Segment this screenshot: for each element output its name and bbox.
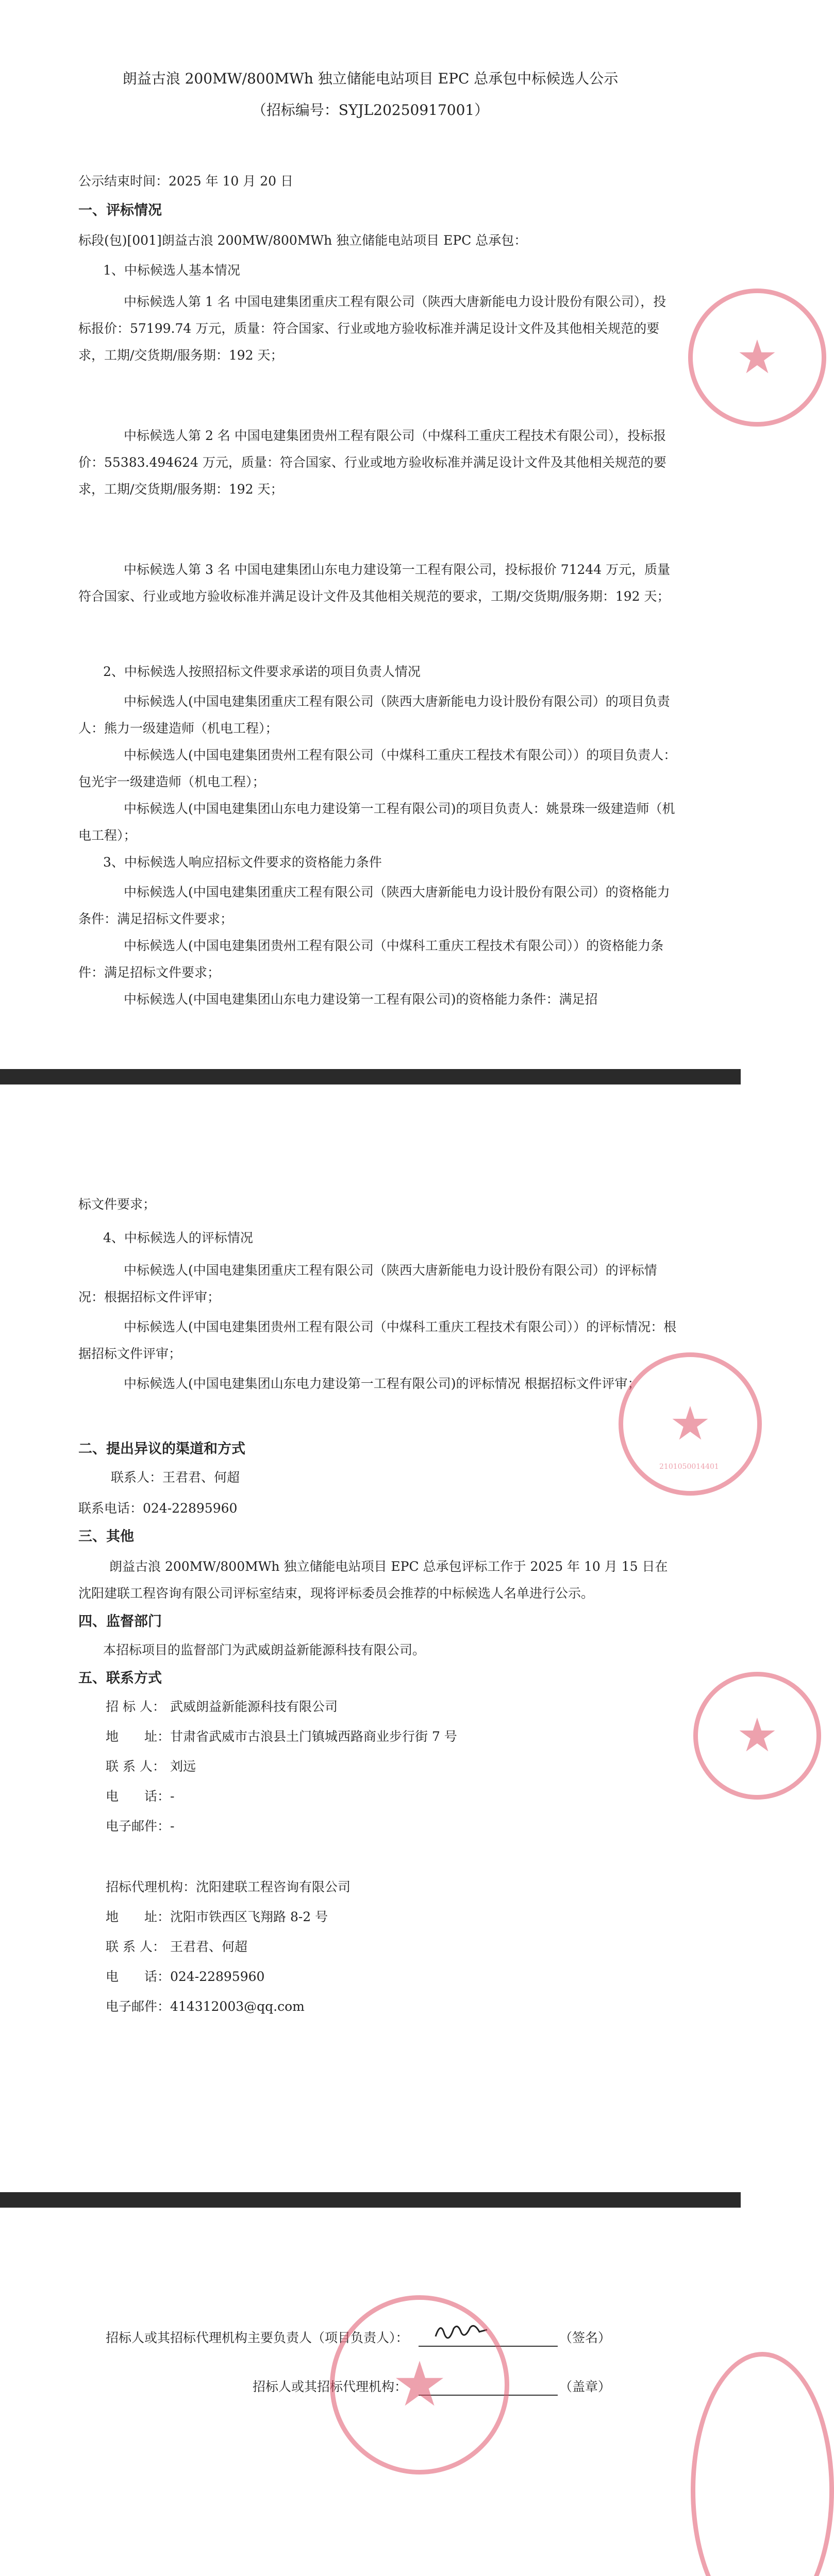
section-2-heading: 二、提出异议的渠道和方式 [78, 1441, 245, 1457]
agency-label: 招标代理机构： [106, 1879, 196, 1894]
objection-contacts: 联系人：王君君、何超 [111, 1470, 240, 1485]
evaluation-3: 中标候选人(中国电建集团山东电力建设第一工程有限公司)的评标情况 根据招标文件评审； [124, 1376, 641, 1391]
tenderer-contact-label: 联 系 人： [106, 1759, 165, 1774]
project-manager-3: 中标候选人(中国电建集团山东电力建设第一工程有限公司)的项目负责人：姚景珠一级建造师（机电工程）； [78, 801, 675, 843]
agency-email: 414312003@qq.com [170, 1999, 305, 2014]
company-seal-partial [691, 2352, 834, 2576]
company-seal-partial [688, 289, 826, 427]
signature-line-label: 招标人或其招标代理机构主要负责人（项目负责人）： [106, 2330, 409, 2345]
objection-phone: 联系电话：024-22895960 [78, 1501, 238, 1516]
candidate-2: 中标候选人第 2 名 中国电建集团贵州工程有限公司（中煤科工重庆工程技术有限公司），投标报价：55383.494624 万元，质量：符合国家、行业或地方验收标准并满足设计文件及其他相关规范的要求，工期/交货期/服务期：192 天； [78, 428, 666, 497]
document-page-3 [0, 2208, 741, 2576]
agency-phone-label: 电 话： [106, 1969, 171, 1984]
tenderer-label: 招 标 人： [106, 1699, 165, 1714]
company-seal-partial [693, 1672, 821, 1800]
lot-line: 标段(包)[001]朗益古浪 200MW/800MWh 独立储能电站项目 EPC 总承包： [78, 233, 527, 248]
tenderer-contact: 刘远 [170, 1759, 196, 1774]
subsection-4: 4、中标候选人的评标情况 [103, 1230, 253, 1245]
seal-star-icon: ★ [669, 1397, 711, 1451]
project-manager-1: 中标候选人(中国电建集团重庆工程有限公司（陕西大唐新能电力设计股份有限公司）的项目负责人：熊力一级建造师（机电工程）； [78, 694, 670, 736]
document-title: 朗益古浪 200MW/800MWh 独立储能电站项目 EPC 总承包中标候选人公示 [122, 70, 619, 87]
agency-seal [619, 1352, 762, 1496]
agency-name: 沈阳建联工程咨询有限公司 [196, 1879, 351, 1894]
evaluation-2: 中标候选人(中国电建集团贵州工程有限公司（中煤科工重庆工程技术有限公司））的评标情况：根据招标文件评审； [78, 1319, 677, 1361]
qualification-3-end: 标文件要求； [78, 1197, 156, 1212]
agency-seal [330, 2295, 509, 2475]
section-5-heading: 五、联系方式 [78, 1670, 162, 1686]
section-4-heading: 四、监督部门 [78, 1614, 162, 1630]
agency-contact: 王君君、何超 [170, 1939, 248, 1954]
tenderer-address: 甘肃省武威市古浪县土门镇城西路商业步行街 7 号 [170, 1729, 457, 1744]
qualification-1: 中标候选人(中国电建集团重庆工程有限公司（陕西大唐新能电力设计股份有限公司）的资格能力条件：满足招标文件要求； [78, 885, 670, 926]
qualification-3-start: 中标候选人(中国电建集团山东电力建设第一工程有限公司)的资格能力条件：满足招 [124, 992, 598, 1007]
candidate-3: 中标候选人第 3 名 中国电建集团山东电力建设第一工程有限公司，投标报价 71244 万元，质量 符合国家、行业或地方验收标准并满足设计文件及其他相关规范的要求，工期/交货期/服务期：192 天； [78, 562, 671, 604]
stamp-suffix: （盖章） [559, 2379, 611, 2394]
seal-star-icon: ★ [736, 1708, 778, 1762]
subsection-2: 2、中标候选人按照招标文件要求承诺的项目负责人情况 [103, 664, 421, 679]
agency-phone: 024-22895960 [170, 1969, 265, 1984]
stamp-line-label: 招标人或其招标代理机构： [253, 2379, 408, 2394]
section-1-heading: 一、评标情况 [78, 202, 162, 218]
tenderer-address-label: 地 址： [106, 1729, 171, 1744]
page-separator [0, 1069, 741, 1084]
agency-email-label: 电子邮件： [106, 1999, 171, 2014]
section-3-heading: 三、其他 [78, 1529, 134, 1545]
qualification-2: 中标候选人(中国电建集团贵州工程有限公司（中煤科工重庆工程技术有限公司））的资格能力条件：满足招标文件要求； [78, 938, 664, 980]
tenderer-email-label: 电子邮件： [106, 1819, 171, 1834]
page-separator [0, 2192, 741, 2208]
agency-contact-label: 联 系 人： [106, 1939, 165, 1954]
seal-star-icon: ★ [736, 330, 778, 384]
supervisor-info: 本招标项目的监督部门为武威朗益新能源科技有限公司。 [103, 1642, 426, 1657]
subsection-3: 3、中标候选人响应招标文件要求的资格能力条件 [103, 855, 382, 870]
signature-suffix: （签名） [559, 2330, 611, 2345]
seal-number: 2101050014401 [659, 1463, 719, 1471]
evaluation-1: 中标候选人(中国电建集团重庆工程有限公司（陕西大唐新能电力设计股份有限公司）的评标情况：根据招标文件评审； [78, 1263, 657, 1304]
other-info: 朗益古浪 200MW/800MWh 独立储能电站项目 EPC 总承包评标工作于 2025 年 10 月 15 日在沈阳建联工程咨询有限公司评标室结束，现将评标委员会推荐的中标候选人名单进行公示。 [78, 1559, 668, 1601]
agency-address: 沈阳市铁西区飞翔路 8-2 号 [170, 1909, 328, 1924]
tenderer-email: - [170, 1819, 175, 1834]
agency-address-label: 地 址： [106, 1909, 171, 1924]
candidate-1: 中标候选人第 1 名 中国电建集团重庆工程有限公司（陕西大唐新能电力设计股份有限公司），投标报价：57199.74 万元，质量：符合国家、行业或地方验收标准并满足设计文件及其他相关规范的要求，工期/交货期/服务期：192 天； [78, 294, 666, 363]
subsection-1: 1、中标候选人基本情况 [103, 263, 240, 278]
document-page-1 [0, 0, 778, 1069]
tenderer-phone-label: 电 话： [106, 1789, 171, 1804]
tenderer-name: 武威朗益新能源科技有限公司 [170, 1699, 338, 1714]
announcement-end-date: 公示结束时间：2025 年 10 月 20 日 [78, 174, 293, 189]
tenderer-phone: - [170, 1789, 175, 1804]
tender-number: （招标编号：SYJL20250917001） [252, 101, 489, 118]
document-page-2 [0, 1084, 778, 2192]
project-manager-2: 中标候选人(中国电建集团贵州工程有限公司（中煤科工重庆工程技术有限公司））的项目负责人：包光宇一级建造师（机电工程）； [78, 748, 677, 789]
seal-star-icon: ★ [392, 2349, 447, 2420]
